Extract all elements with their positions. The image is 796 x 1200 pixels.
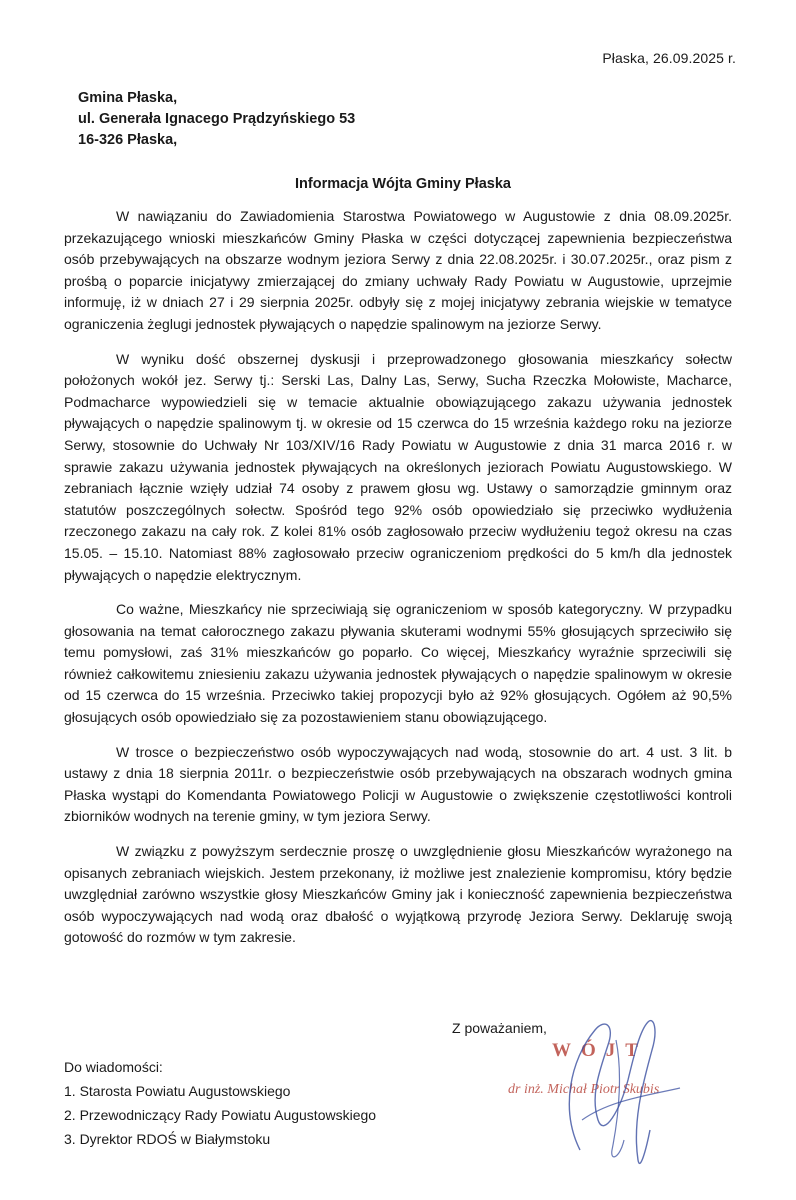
cc-item: 2. Przewodniczący Rady Powiatu Augustowskiego	[64, 1107, 377, 1123]
handwritten-signature-icon	[520, 1000, 700, 1180]
stamp-title: WÓJT	[552, 1040, 648, 1061]
cc-section	[64, 1055, 376, 1151]
cc-item: 1. Starosta Powiatu Augustowskiego	[64, 1083, 291, 1099]
cc-list	[64, 1079, 376, 1151]
stamp-name: dr inż. Michał Piotr Skubis	[508, 1082, 660, 1097]
letter-title: Informacja Wójta Gminy Płaska	[295, 176, 511, 192]
recipient-line: 16-326 Płaska,	[78, 132, 178, 148]
recipient-address	[78, 88, 355, 151]
letter-date: Płaska, 26.09.2025 r.	[602, 50, 736, 66]
letter-body	[64, 206, 732, 962]
closing-salutation: Z poważaniem,	[452, 1020, 547, 1036]
recipient-line: ul. Generała Ignacego Prądzyńskiego 53	[78, 111, 356, 127]
body-paragraph: W wyniku dość obszernej dyskusji i przeprowadzonego głosowania mieszkańcy sołectw położonych wokół jez. Serwy tj.: Serski Las, Dalny Las, Serwy, Sucha Rzeczka Mołowiste, Macharce, Podmacharce wypowiedzieli się w temacie aktualnie obowiązującego zakazu używania jednostek pływających o napędzie spalinowym tj. w okresie od 15 czerwca do 15 września każdego roku na jeziorze Serwy, stosownie do Uchwały Nr 103/XIV/16 Rady Powiatu w Augustowie z dnia 31 marca 2016 r. w sprawie zakazu używania jednostek pływających na określonych jeziorach Powiatu Augustowskiego. W zebraniach łącznie wzięły udział 74 osoby z prawem głosu wg. Ustawy o samorządzie gminnym oraz statutów poszczególnych sołectw. Spośród tego 92% osób opowiedziało się przeciwko wydłużenia rzeczonego zakazu na cały rok. Z kolei 81% osób zagłosowało przeciw wydłużeniu tegoż okresu na czas 15.05. – 15.10. Natomiast 88% zagłosowało przeciw ograniczeniom prędkości do 5 km/h dla jednostek pływających o napędzie elektrycznym.	[64, 350, 732, 583]
body-paragraph: Co ważne, Mieszkańcy nie sprzeciwiają się ograniczeniom w sposób kategoryczny. W przypadku głosowania na temat całorocznego zakazu pływania skuterami wodnymi 55% głosujących sprzeciwiło się temu pomysłowi, zaś 31% mieszkańców go poparło. Co więcej, Mieszkańcy wyraźnie sprzeciwili się również całkowitemu zniesieniu zakazu używania jednostek pływających o napędzie spalinowym w okresie od 15 czerwca do 15 września. Przeciwko takiej propozycji było aż 92% głosujących. Ogółem aż 90,5% głosujących osób opowiedziało się za pozostawieniem stanu obowiązującego.	[64, 601, 732, 726]
recipient-line: Gmina Płaska,	[78, 90, 178, 106]
cc-heading: Do wiadomości:	[64, 1059, 163, 1075]
body-paragraph: W nawiązaniu do Zawiadomienia Starostwa Powiatowego w Augustowie z dnia 08.09.2025r. przekazującego wnioski mieszkańców Gminy Płaska w części dotyczącej zapewnienia bezpieczeństwa osób przebywających na obszarze wodnym jeziora Serwy z dnia 22.08.2025r. i 30.07.2025r., oraz pism z prośbą o poparcie inicjatywy zmierzającej do zmiany uchwały Rady Powiatu w Augustowie, uprzejmie informuję, iż w dniach 27 i 29 sierpnia 2025r. odbyły się z mojej inicjatywy zebrania wiejskie w tematyce ograniczenia żeglugi jednostek pływających o napędzie spalinowym na jeziorze Serwy.	[64, 208, 732, 332]
cc-item: 3. Dyrektor RDOŚ w Białymstoku	[64, 1131, 271, 1147]
body-paragraph: W związku z powyższym serdecznie proszę o uwzględnienie głosu Mieszkańców wyrażonego na opisanych zebraniach wiejskich. Jestem przekonany, iż możliwe jest znalezienie kompromisu, który będzie uwzględniał zarówno wszystkie głosy Mieszkańców Gminy jak i konieczność zapewnienia bezpieczeństwa osób wypoczywających nad wodą oraz dbałość o wyjątkową przyrodę Jeziora Serwy. Deklaruję swoją gotowość do rozmów w tym zakresie.	[64, 843, 732, 946]
body-paragraph: W trosce o bezpieczeństwo osób wypoczywających nad wodą, stosownie do art. 4 ust. 3 lit. b ustawy z dnia 18 sierpnia 2011r. o bezpieczeństwie osób przebywających na obszarach wodnych gmina Płaska wystąpi do Komendanta Powiatowego Policji w Augustowie o zwiększenie częstotliwości kontroli zbiorników wodnych na terenie gminy, w tym jeziora Serwy.	[64, 743, 732, 825]
